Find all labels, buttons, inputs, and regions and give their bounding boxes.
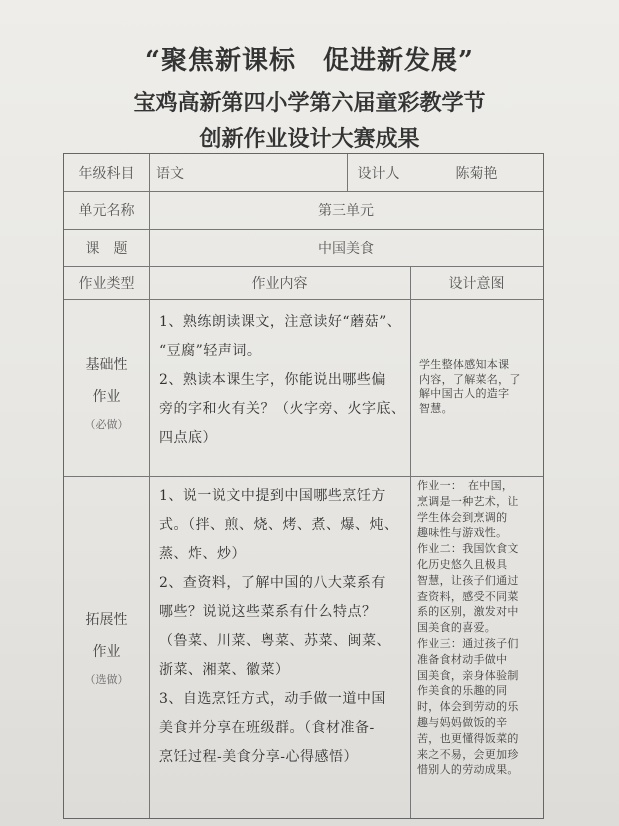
content-line: “豆腐”轻声词。 [159,343,262,359]
content-line: 浙菜、湘菜、徽菜） [159,662,290,678]
extended-label-line2: 作业 [92,644,121,660]
content-line: 哪些？说说这些菜系有什么特点？ [159,604,377,620]
intent-line: 作业二：我国饮食文 [417,542,519,556]
content-line: 旁的字和火有关？（火字旁、火字底、 [159,401,406,417]
col-header-content: 作业内容 [251,275,308,292]
col-header-type: 作业类型 [78,275,135,292]
intent-line: 作业一： 在中国， [417,479,514,492]
extended-homework-intent [417,478,542,778]
intent-line: 系的区别，激发对中 [417,605,519,619]
doc-slogan: “聚焦新课标 促进新发展” [145,46,474,76]
intent-line: 查资料，感受不同菜 [417,589,519,603]
designer-label: 设计人 [357,165,400,182]
basic-label-line2: 作业 [92,389,121,405]
intent-line: 智慧，让孩子们通过 [417,573,519,587]
homework-design-table [63,153,544,819]
intent-line: 作美食的乐趣的同 [417,684,508,698]
unit-value: 第三单元 [318,203,374,219]
content-line: 美食并分享在班级群。（食材准备- [159,720,375,736]
extended-homework-label [64,609,149,687]
intent-line: 内容，了解菜名，了 [419,372,521,386]
content-line: 烹饪过程-美食分享-心得感悟） [159,749,358,765]
grade-subject-value: 语文 [156,165,184,182]
intent-line: 趣味性与游戏性。 [417,526,508,540]
content-line: 式。（拌、煎、烧、烤、煮、爆、炖、 [159,517,399,533]
intent-line: 智慧。 [419,401,453,415]
intent-line: 化历史悠久且极具 [417,557,508,571]
intent-line: 解中国古人的造字 [419,387,510,400]
intent-line: 作业三：通过孩子们 [417,636,519,650]
intent-line: 惜别人的劳动成果。 [417,763,519,777]
basic-homework-intent [419,358,541,416]
topic-value: 中国美食 [318,240,374,257]
intent-line: 时，体会到劳动的乐 [417,700,519,714]
content-line: 四点底） [159,430,217,446]
content-line: 1、说一说文中提到中国哪些烹饪方 [159,488,386,504]
basic-homework-content [159,308,407,453]
intent-line: 准备食材动手做中 [417,652,508,666]
intent-line: 苦，也更懂得饭菜的 [417,731,519,745]
intent-line: 来之不易，会更加珍 [417,747,519,761]
basic-label-sub: （必做） [84,418,129,431]
grade-subject-label: 年级科目 [78,165,135,182]
intent-line: 学生体会到烹调的 [417,510,508,524]
extended-label-sub: （选做） [84,673,129,686]
content-line: 蒸、炸、炒） [159,546,246,562]
content-line: 1、熟练朗读课文，注意读好“蘑菇”、 [159,314,402,330]
col-divider [410,266,411,818]
content-line: 3、自选烹饪方式，动手做一道中国 [159,691,386,707]
content-line: （鲁菜、川菜、粤菜、苏菜、闽菜、 [159,633,391,649]
designer-value: 陈菊艳 [455,165,498,182]
extended-homework-content [159,482,407,772]
intent-line: 学生整体感知本课 [419,358,510,371]
intent-line: 趣与妈妈做饭的辛 [417,715,508,729]
row-divider [64,299,543,300]
row-divider [64,476,543,477]
intent-line: 国美食，亲身体验制 [417,668,519,682]
content-line: 2、查资料，了解中国的八大菜系有 [159,575,386,591]
intent-line: 烹调是一种艺术，让 [417,494,519,508]
basic-homework-label [64,354,149,432]
col-header-intent: 设计意图 [448,275,505,292]
content-line: 2、熟读本课生字，你能说出哪些偏 [159,372,386,388]
doc-contest-title: 创新作业设计大赛成果 [199,126,420,152]
doc-school-event: 宝鸡高新第四小学第六届童彩教学节 [133,90,486,116]
extended-label-main: 拓展性 [85,612,128,628]
intent-line: 国美食的喜爱。 [417,621,497,635]
basic-label-main: 基础性 [85,357,128,373]
topic-label: 课 题 [85,240,128,257]
unit-label: 单元名称 [78,203,135,219]
